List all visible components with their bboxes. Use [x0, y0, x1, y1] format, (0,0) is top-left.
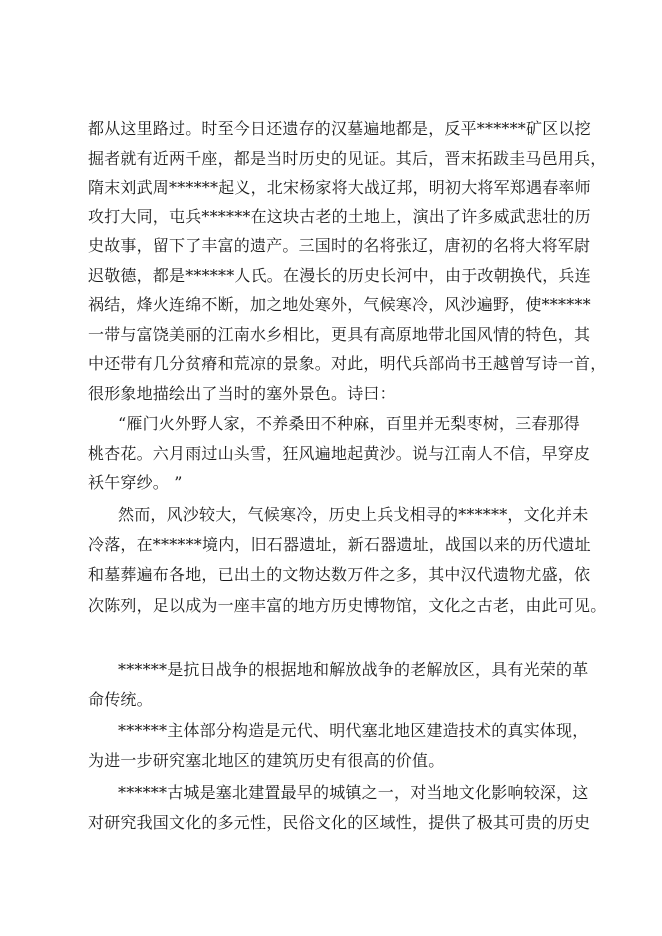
- text-line: ******主体部分构造是元代、明代塞北地区建造技术的真实体现，: [118, 721, 589, 740]
- text-line: 次陈列，足以成为一座丰富的地方历史博物馆，文化之古老，由此可见。: [88, 596, 607, 615]
- text-line: 都从这里路过。时至今日还遗存的汉墓遍地都是，反平******矿区以挖: [88, 119, 591, 138]
- text-line: ******是抗日战争的根据地和解放战争的老解放区，具有光荣的革: [118, 660, 589, 679]
- text-line: 对研究我国文化的多元性，民俗文化的区域性，提供了极其可贵的历史: [88, 813, 591, 832]
- text-line: 史故事，留下了丰富的遗产。三国时的名将张辽，唐初的名将大将军尉: [88, 236, 591, 255]
- text-line: 命传统。: [88, 690, 153, 709]
- text-line: 中还带有几分贫瘠和荒凉的景象。对此，明代兵部尚书王越曾写诗一首，: [88, 354, 607, 373]
- text-line: 很形象地描绘出了当时的塞外景色。诗曰：: [88, 384, 396, 403]
- text-line: 一带与富饶美丽的江南水乡相比，更具有高原地带北国风情的特色，其: [88, 325, 591, 344]
- text-line: 然而，风沙较大，气候寒冷，历史上兵戈相寻的******，文化并未: [118, 505, 589, 524]
- text-line: 为进一步研究塞北地区的建筑历史有很高的价值。: [88, 751, 445, 770]
- poem-line: 袄午穿纱。 ”: [88, 473, 183, 492]
- text-line: 祸结，烽火连绵不断，加之地处寒外，气候寒冷，风沙遍野，使******: [88, 295, 591, 314]
- text-line: 掘者就有近两千座，都是当时历史的见证。其后，晋末拓跋圭马邑用兵，: [88, 149, 607, 168]
- poem-line: “雁门火外野人家，不养桑田不种麻，百里并无梨枣树，三春那得: [118, 414, 580, 433]
- text-line: 冷落，在******境内，旧石器遗址，新石器遗址，战国以来的历代遗址: [88, 535, 591, 554]
- poem-line: 桃杏花。六月雨过山头雪，狂风遍地起黄沙。说与江南人不信，早穿皮: [88, 444, 591, 463]
- text-line: 攻打大同，屯兵******在这块古老的土地上，演出了许多威武悲壮的历: [88, 207, 591, 226]
- text-line: ******古城是塞北建置最早的城镇之一，对当地文化影响较深，这: [118, 783, 589, 802]
- text-line: 迟敬德，都是******人氏。在漫长的历史长河中，由于改朝换代，兵连: [88, 266, 591, 285]
- text-line: 和墓葬遍布各地，已出土的文物达数万件之多，其中汉代遗物尤盛，依: [88, 565, 591, 584]
- text-line: 隋末刘武周******起义，北宋杨家将大战辽邦，明初大将军郑遇春率师: [88, 178, 591, 197]
